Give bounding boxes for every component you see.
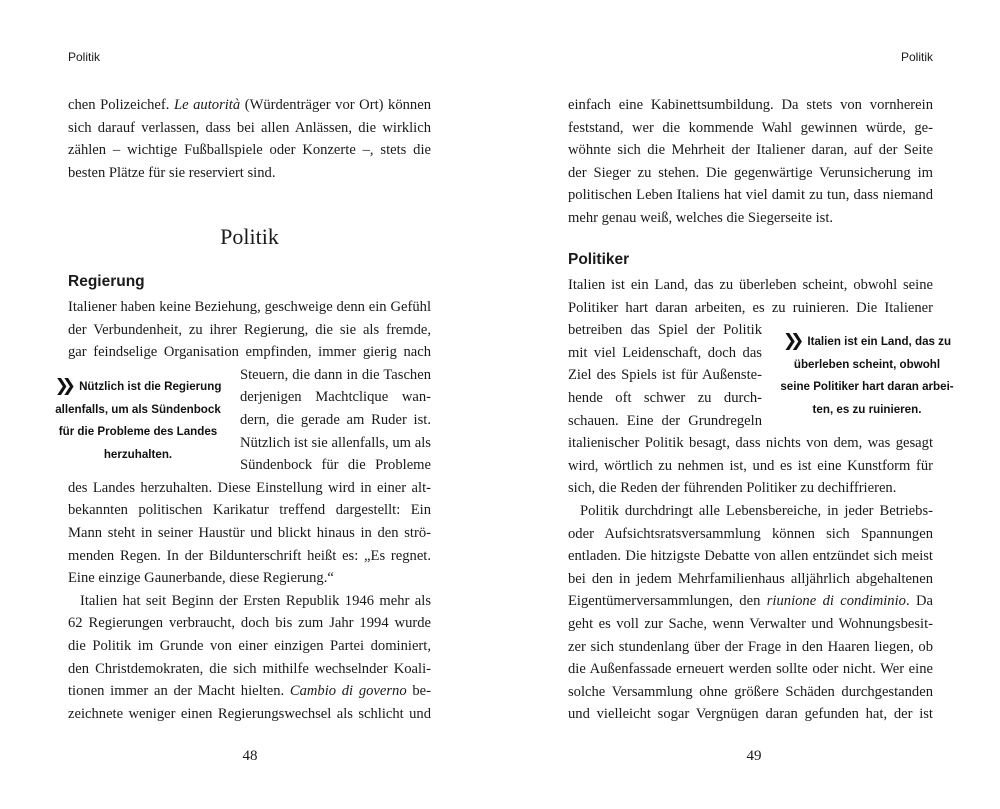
section-heading-politiker: Politiker	[568, 251, 630, 268]
text-line: hende oft schwer zu durch-	[568, 389, 762, 406]
text-line: des Landes herzuhalten. Diese Einstellung wird in einer alt-	[68, 479, 431, 496]
text-line: Steuern, die dann in die Taschen	[240, 366, 431, 383]
running-head: Politik	[900, 50, 933, 64]
text-line: Eigentümerversammlungen, den riunione di condiminio. Da	[568, 593, 933, 610]
running-head: Politik	[68, 50, 101, 64]
text-line: politischen Leben Italiens hat viel damit zu tun, dass niemand	[568, 187, 933, 204]
text-line: Italien hat seit Beginn der Ersten Republik 1946 mehr als	[80, 592, 431, 609]
text-line: geht es voll zur Sache, wenn Verwalter und Wohnungsbesit-	[568, 615, 933, 632]
intro-paragraph	[568, 94, 933, 230]
page-number: 48	[242, 748, 258, 764]
text-line: mit viel Leidenschaft, doch das	[568, 344, 762, 361]
text-line: derjenigen Machtclique wan-	[240, 389, 431, 406]
text-line: mehr genau weiß, welches die Siegerseite ist.	[568, 209, 834, 226]
text-line: tionen immer an der Macht hielten. Cambio di governo be-	[68, 683, 431, 700]
text-line: die Politik im Grunde von einer einzigen Partei dominiert,	[68, 637, 431, 654]
text-line: Mann steht in seiner Haustür und blickt hinaus in den strö-	[68, 524, 431, 541]
text-line: Italien ist ein Land, das zu überleben scheint, obwohl seine	[568, 277, 933, 293]
text-line: zeichnete weniger einen Regierungswechsel als schlicht und	[68, 705, 431, 722]
pull-quote-line: für die Probleme des Landes	[58, 425, 218, 439]
chapter-title: Politik	[220, 224, 279, 249]
text-line: bekannten politischen Karikatur treffend dargestellt: Ein	[68, 502, 431, 519]
text-line: Sündenbock für die Probleme	[240, 457, 431, 474]
pull-quote-line: überleben scheint, obwohl	[793, 357, 941, 371]
double-chevron-icon: ❯❯	[54, 376, 70, 396]
pull-quote	[50, 375, 226, 466]
text-line: zer sich stundenlang über der Frage in den Haaren liegen, ob	[568, 638, 933, 655]
text-line: betreiben das Spiel der Politik	[568, 322, 762, 339]
pull-quote	[777, 330, 957, 421]
text-line: Politiker hart daran arbeiten, es zu ruinieren. Die Italiener	[568, 299, 933, 316]
pull-quote-line: seine Politiker hart daran arbei-	[780, 380, 954, 394]
text-line: dern, die gerade am Ruder ist.	[240, 411, 431, 428]
text-line: Politik durchdringt alle Lebensbereiche, in jeder Betriebs-	[580, 502, 933, 519]
intro-paragraph	[68, 94, 431, 184]
text-line: Italiener haben keine Beziehung, geschweige denn ein Gefühl	[68, 299, 431, 315]
pull-quote-line: allenfalls, um als Sündenbock	[55, 402, 221, 416]
text-line: der Sieger zu stehen. Die gegenwärtige Verunsicherung im	[568, 164, 933, 181]
pull-quote-line: herzuhalten.	[103, 447, 173, 461]
page-number: 49	[746, 748, 762, 764]
text-line: sich, die Reden der führenden Politiker zu dechiffrieren.	[568, 480, 897, 497]
text-line: feststand, wer die kommende Wahl gewinnen würde, ge-	[568, 119, 933, 136]
double-chevron-icon: ❯❯	[782, 331, 798, 351]
text-line: chen Polizeichef. Le autorità (Würdenträger vor Ort) können	[68, 97, 432, 113]
pull-quote-line: ❯❯ Nützlich ist die Regierung	[54, 376, 222, 396]
text-line: der Verbundenheit, zu ihrer Regierung, die sie als fremde,	[68, 321, 431, 338]
pull-quote-line: ❯❯ Italien ist ein Land, das zu	[782, 331, 952, 351]
text-line: die Außenfassade erneuert werden sollte oder nicht. Wer eine	[568, 661, 933, 678]
text-line: zählen – wichtige Fußballspiele oder Konzerte –, stets die	[68, 142, 431, 159]
right-page	[500, 0, 1000, 809]
text-line: entladen. Die hitzigste Debatte von allen entzündet sich meist	[568, 548, 933, 565]
text-line: den Christdemokraten, die sich mithilfe wechselnder Koali-	[68, 660, 431, 677]
text-line: solche Versammlung ohne größere Schäden durchgestanden	[568, 683, 933, 700]
text-line: gar feindselige Organisation empfinden, immer gierig nach	[68, 344, 431, 361]
text-line: bei den in jedem Mehrfamilienhaus alljährlich abgehaltenen	[568, 570, 933, 587]
text-line: italienischer Politik besagt, dass nichts von dem, was gesagt	[568, 435, 933, 452]
text-line: Eine einzige Gaunerbande, diese Regierung.“	[68, 570, 334, 587]
text-line: 62 Regierungen verbraucht, doch bis zum Jahr 1994 wurde	[68, 615, 431, 632]
text-line: und vielleicht sogar Vergnügen daran gefunden hat, der ist	[568, 706, 933, 723]
text-line: besten Plätze für sie reserviert sind.	[68, 164, 276, 181]
text-line: sich darauf verlassen, dass bei allen Anlässen, die wirklich	[68, 119, 431, 136]
text-line: Ziel des Spiels ist für Außenste-	[568, 367, 762, 384]
section-heading-regierung: Regierung	[68, 273, 145, 290]
paragraph-regierung	[68, 296, 431, 725]
text-line: einfach eine Kabinettsumbildung. Da stets von vornherein	[568, 97, 933, 113]
text-line: wöhnte sich die Mehrheit der Italiener daran, auf der Seite	[568, 142, 933, 159]
text-line: schauen. Eine der Grundregeln	[568, 412, 762, 429]
text-line: oder Aufsichtsratsversammlung können sich Spannungen	[568, 525, 933, 542]
text-line: wird, wörtlich zu nehmen ist, und es ist eine Kunstform für	[568, 457, 933, 474]
text-line: menden Regen. In der Bildunterschrift heißt es: „Es regnet.	[68, 547, 431, 564]
text-line: Nützlich ist sie allenfalls, um als	[240, 434, 431, 451]
pull-quote-line: ten, es zu ruinieren.	[812, 402, 922, 416]
